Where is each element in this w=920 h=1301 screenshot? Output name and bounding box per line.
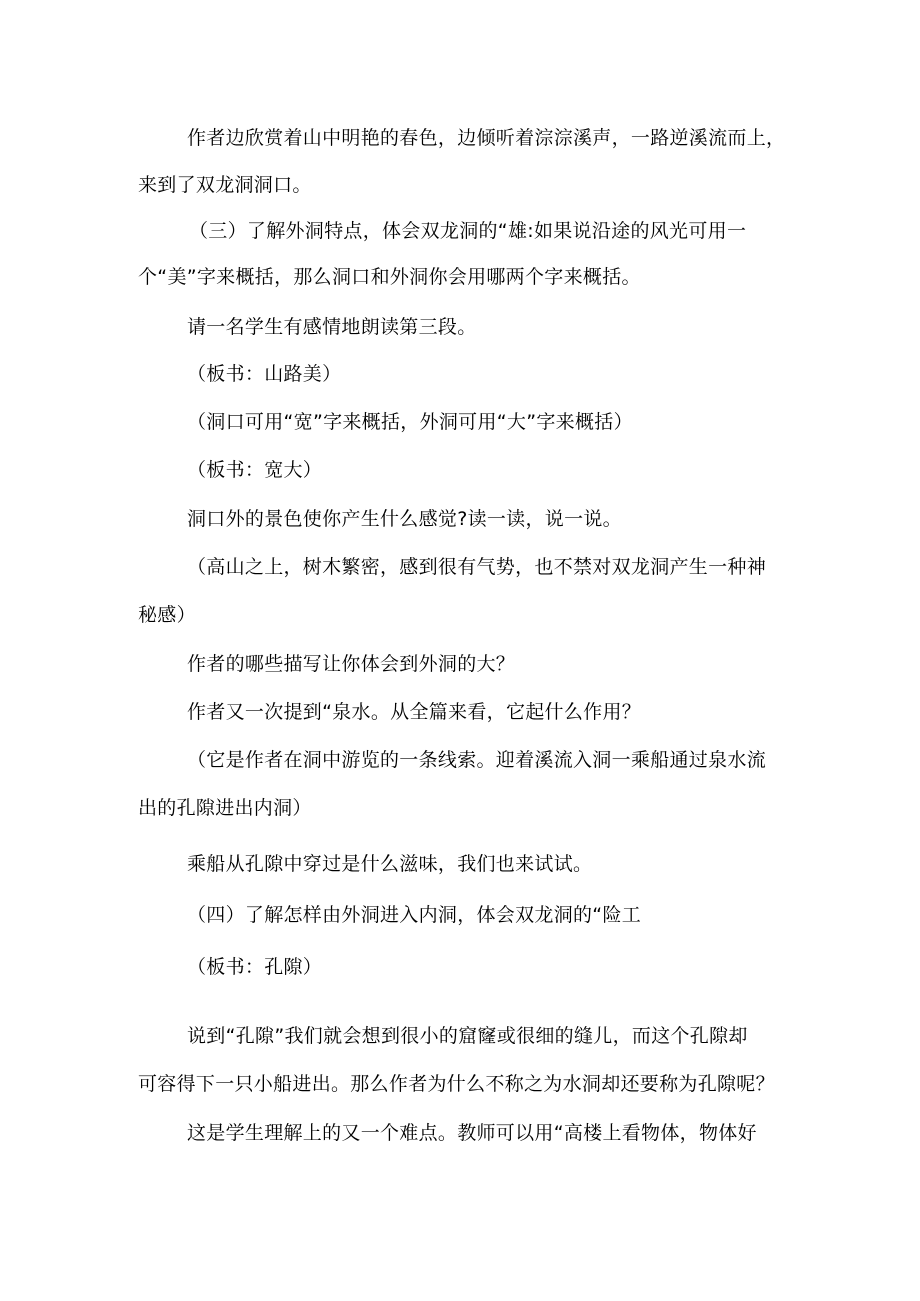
text-line-13: 作者又一次提到“泉水。从全篇来看，它起什么作用？: [187, 701, 642, 723]
text-line-6: （板书：山路美）: [187, 363, 342, 385]
text-line-12: 作者的哪些描写让你体会到外洞的大？: [187, 653, 516, 675]
text-line-20: 可容得下一只小船进出。那么作者为什么不称之为水洞却还要称为孔隙呢？: [138, 1073, 775, 1095]
text-line-1: 作者边欣赏着山中明艳的春色，边倾听着淙淙溪声，一路逆溪流而上，: [187, 127, 786, 149]
text-line-10: （高山之上，树木繁密，感到很有气势，也不禁对双龙洞产生一种神: [187, 556, 767, 578]
text-line-14: （它是作者在洞中游览的一条线索。迎着溪流入洞一乘船通过泉水流: [187, 749, 767, 771]
text-line-4: 个“美”字来概括，那么洞口和外洞你会用哪两个字来概括。: [138, 266, 641, 288]
text-line-9: 洞口外的景色使你产生什么感觉?读一读，说一说。: [187, 508, 622, 530]
text-line-19: 说到“孔隙”我们就会想到很小的窟窿或很细的缝儿，而这个孔隙却: [187, 1025, 748, 1047]
text-line-5: 请一名学生有感情地朗读第三段。: [187, 316, 477, 338]
text-line-21: 这是学生理解上的又一个难点。教师可以用“高楼上看物体，物体好: [187, 1122, 757, 1144]
text-line-7: （洞口可用“宽”字来概括，外洞可用“大”字来概括）: [187, 411, 633, 433]
text-line-8: （板书：宽大）: [187, 459, 323, 481]
text-line-11: 秘感）: [138, 604, 196, 626]
text-line-2: 来到了双龙洞洞口。: [138, 174, 312, 196]
text-line-16: 乘船从孔隙中穿过是什么滋味，我们也来试试。: [187, 853, 593, 875]
text-line-3: （三）了解外洞特点，体会双龙洞的“雄:如果说沿途的风光可用一: [189, 220, 747, 242]
text-line-18: （板书：孔隙）: [187, 956, 323, 978]
text-line-17: （四）了解怎样由外洞进入内洞，体会双龙洞的“险工: [187, 904, 642, 926]
text-line-15: 出的孔隙进出内洞）: [138, 797, 312, 819]
